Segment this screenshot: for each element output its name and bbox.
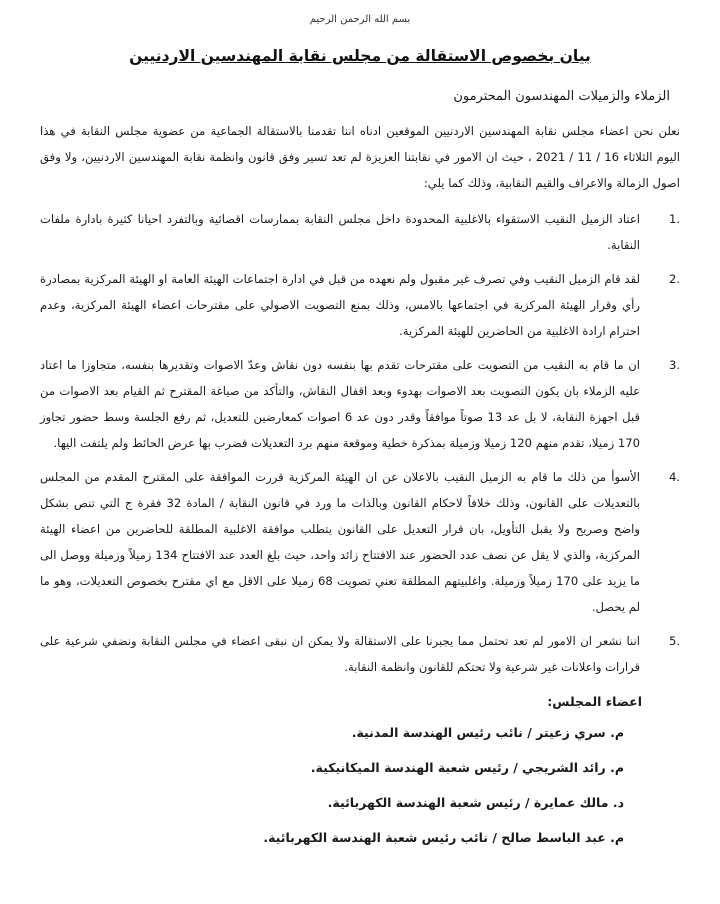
item-text: اعتاد الزميل النقيب الاستقواء بالاغلبية المحدودة داخل مجلس النقابة بممارسات اقصائية وبالتفرد احيانا كثيرة بادارة ملفات النقابة. [40, 212, 640, 252]
item-number: 1. [668, 212, 680, 226]
list-item [40, 352, 680, 456]
item-text: الأسوأ من ذلك ما قام به الزميل النقيب بالاعلان عن ان الهيئة المركزية قررت الموافقة على المقترح المقدم من المجلس بالتعديلات على القانون، وذلك خلافاً لاحكام القانون وبالذات ما ورد في قانون النقابة / المادة 32 فقرة ج التي تنص بشكل واضح وصريح ولا يقبل التأويل، بان قرار التعديل على القانون يتطلب موافقة الاغلبية المطلقة للحاضرين من اعضاء الهيئة المركزية، والذي لا يقل عن نصف عدد الحضور عند الافتتاح زائد واحد، حيث بلغ العدد عند الافتتاح 134 زميلاً وزميلة ووصل الى ما يزيد على 170 زميلاً وزميلة. واغلبيتهم المطلقة تعني تصويت 68 زميلا على الاقل مع اي مقترح بخصوص التعديلات، وهو ما لم يحصل. [40, 470, 641, 614]
member-signature: م. عبد الباسط صالح / نائب رئيس شعبة الهندسة الكهربائية. [263, 830, 624, 845]
numbered-list [40, 206, 680, 680]
item-text: اننا نشعر ان الامور لم تعد تحتمل مما يجبرنا على الاستقالة ولا يمكن ان نبقى اعضاء في مجلس النقابة ونضفي شرعية على قرارات واعلانات غير شرعية ولا تحتكم للقانون وانظمة النقابة. [40, 634, 640, 674]
list-item [40, 464, 680, 620]
intro-paragraph: نعلن نحن اعضاء مجلس نقابة المهندسين الاردنيين الموقعين ادناه اننا تقدمنا بالاستقالة الجماعية من عضوية مجلس النقابة في هذا اليوم الثلاثاء 16 / 11 / 2021 ، حيث ان الامور في نقابتنا العزيزة لم تعد تسير وفق قانون وانظمة نقابة المهندسين الاردنيين، ولا وفق اصول الزمالة والاعراف والقيم النقابية، وذلك كما يلي: [40, 124, 680, 190]
item-text: لقد قام الزميل النقيب وفي تصرف غير مقبول ولم نعهده من قبل في ادارة اجتماعات الهيئة العامة او الهيئة المركزية بمصادرة رأي وقرار الهيئة المركزية في اجتماعها بالامس، وذلك بمنع التصويت الاصولي على مقترحات اعضاء الهيئة المركزية، وعدم احترام ارادة الاغلبية من الحاضرين للهيئة المركزية. [40, 272, 640, 338]
list-item [40, 206, 680, 258]
member-signature: م. رائد الشريجي / رئيس شعبة الهندسة الميكانيكية. [310, 760, 624, 775]
list-item [40, 266, 680, 344]
item-text: ان ما قام به النقيب من التصويت على مقترحات تقدم بها بنفسه دون نقاش وعدّ الاصوات وتقديرها بنفسه، متجاوزا ما اعتاد عليه الزملاء بان يكون التصويت بعد الاصوات بهدوء وبعد اقفال النقاش، والتأكد من صياغة المقترح ثم القيام بعد الاصوات من قبل اجهزة النقابة، لا بل عد 13 صوتاً موافقاً وقدر دون عد 6 اصوات كمعارضين للتعديل، ثم رفع الجلسة وسط حضور تجاوز 170 زميلا، تقدم منهم 120 زميلا وزميلة بمذكرة خطية وموقعة منهم برد التعديلات فضرب بها عرض الحائط ولم يلتفت اليها. [40, 358, 641, 450]
list-item [40, 628, 680, 680]
basmala: بسم الله الرحمن الرحيم [309, 14, 411, 25]
item-number: 4. [668, 470, 680, 484]
item-number: 2. [668, 272, 680, 286]
item-number: 5. [668, 634, 680, 648]
greeting: الزملاء والزميلات المهندسون المحترمون [453, 89, 670, 104]
members-heading: اعضاء المجلس: [547, 694, 642, 709]
item-number: 3. [668, 358, 680, 372]
member-signature: د. مالك عمايرة / رئيس شعبة الهندسة الكهربائية. [327, 795, 624, 810]
document-title: بيان بخصوص الاستقالة من مجلس نقابة المهندسين الاردنيين [129, 47, 591, 65]
member-signature: م. سري زعيتر / نائب رئيس الهندسة المدنية. [351, 725, 624, 740]
